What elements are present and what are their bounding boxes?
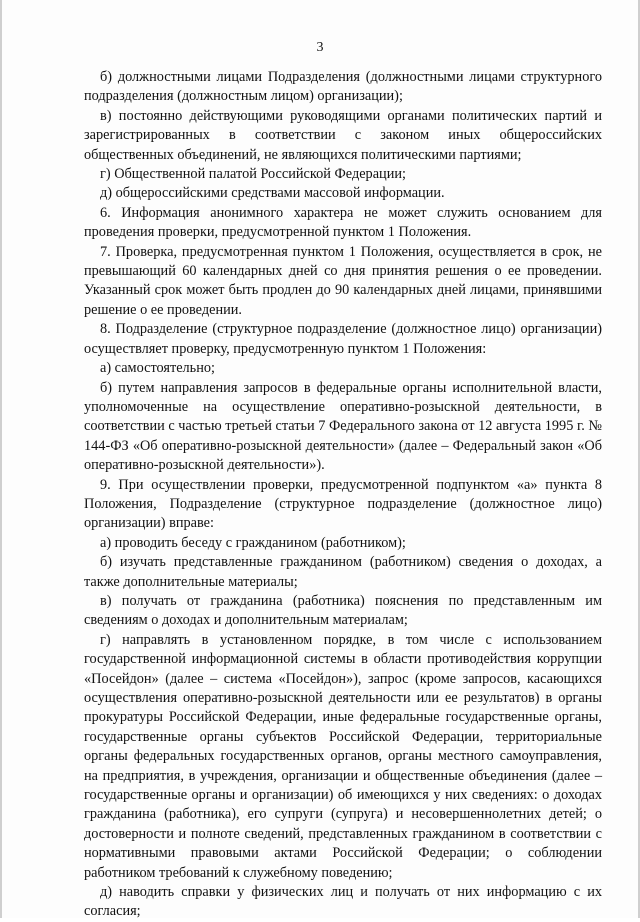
paragraph-8: 8. Подразделение (структурное подразделение (должностное лицо) организации) осуществляет проверку, предусмотренную пунктом 1 Положения: [84,321,602,357]
paragraph-9v: в) получать от гражданина (работника) пояснения по представленным им сведениям о доходах и дополнительным материалам; [84,592,602,629]
page-number: 3 [316,40,324,55]
paragraph-8b: б) путем направления запросов в федеральные органы исполнительной власти, уполномоченные на осуществление оперативно-розыскной деятельности, в соответствии с частью третьей статьи 7 Федерального закона от 12 августа 1995 г. № 144-ФЗ «Об оперативно-розыскной деятельности» (далее – Федеральный закон «Об оперативно-розыскной деятельности»). [84,379,602,474]
paragraph-5g: г) Общественной палатой Российской Федерации; [100,166,406,183]
paragraph-5v: в) постоянно действующими руководящими органами политических партий и зарегистрированных в соответствии с законом иных общероссийских общественных объединений, не являющихся политическими партиями; [84,107,602,163]
document-body [84,68,602,922]
paragraph-9b: б) изучать представленные гражданином (работником) сведения о доходах, а также дополнительные материалы; [84,554,602,590]
paragraph-5b: б) должностными лицами Подразделения (должностными лицами структурного подразделения (должностным лицом) организации); [84,69,602,105]
paragraph-9a: а) проводить беседу с гражданином (работником); [100,534,406,551]
paragraph-6: 6. Информация анонимного характера не может служить основанием для проведения проверки, предусмотренной пунктом 1 Положения. [84,204,602,241]
paragraph-8a: а) самостоятельно; [100,360,215,377]
paragraph-9d: д) наводить справки у физических лиц и получать от них информацию с их согласия; [84,884,602,920]
scan-edge-left [0,0,2,918]
paragraph-9: 9. При осуществлении проверки, предусмотренной подпунктом «а» пункта 8 Положения, Подразделение (структурное подразделение (должностное лицо) организации) вправе: [84,476,602,532]
paragraph-7: 7. Проверка, предусмотренная пунктом 1 Положения, осуществляется в срок, не превышающий 60 календарных дней со дня принятия решения о ее проведении. Указанный срок может быть продлен до 90 календарных дней лицами, принявшими решение о ее проведении. [84,243,602,318]
paragraph-5d: д) общероссийскими средствами массовой информации. [100,185,445,202]
paragraph-9g: г) направлять в установленном порядке, в том числе с использованием государственной информационной системы в области противодействия коррупции «Посейдон» (далее – система «Посейдон»), запрос (кроме запросов, касающихся осуществления оперативно-розыскной деятельности или ее результатов) в органы прокуратуры Российской Федерации, иные федеральные государственные органы, государственные органы субъектов Российской Федерации, территориальные органы федеральных государственных органов, органы местного самоуправления, на предприятия, в учреждения, организации и общественные объединения (далее – государственные органы и организации) об имеющихся у них сведениях: о доходах гражданина (работника), его супруги (супруга) и несовершеннолетних детей; о достоверности и полноте сведений, представленных гражданином в соответствии с нормативными правовыми актами Российской Федерации; о соблюдении работником требований к служебному поведению; [84,631,602,881]
